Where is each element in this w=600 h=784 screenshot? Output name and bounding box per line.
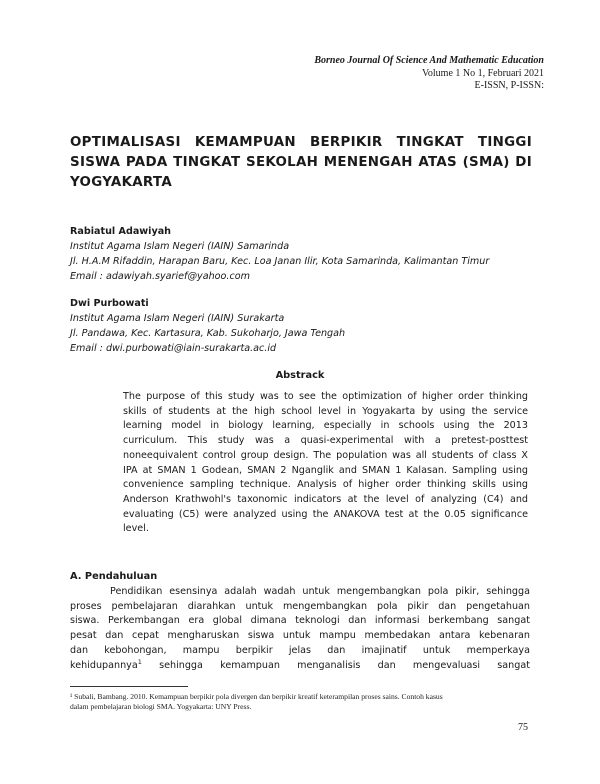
body-line: dan kebohongan, mampu berpikir jelas dan imajinatif untuk memperkaya xyxy=(70,644,530,656)
body-line xyxy=(70,659,530,674)
abstract-line: Anderson Krathwohl's taxonomic indicators at the level of analyzing (C4) and xyxy=(123,493,528,505)
abstract-line: curriculum. This study was a quasi-experimental with a pretest-posttest xyxy=(123,435,528,447)
section-body xyxy=(70,585,530,673)
footnote-line: ¹ Subali, Bambang. 2010. Kemampuan berpikir pola divergen dan berpikir kreatif keterampilan proses sains. Contoh kasus xyxy=(70,692,443,701)
author-email: Email : dwi.purbowati@iain-surakarta.ac.id xyxy=(70,343,277,354)
title-line: SISWA PADA TINGKAT SEKOLAH MENENGAH ATAS (SMA) DI xyxy=(70,155,532,170)
abstract-line: convenience sampling technique. Analysis of higher order thinking skills using xyxy=(123,479,528,491)
abstract-heading: Abstrack xyxy=(275,370,325,381)
body-line-start: kehidupannya xyxy=(70,659,138,671)
footnote-divider xyxy=(70,686,188,687)
page-number: 75 xyxy=(518,722,528,733)
body-line: pesat dan cepat mengharuskan siswa untuk mampu membedakan antara kebenaran xyxy=(70,630,530,642)
author-email: Email : adawiyah.syarief@yahoo.com xyxy=(70,271,250,282)
journal-volume: Volume 1 No 1, Februari 2021 xyxy=(421,67,544,79)
footnote-line: dalam pembelajaran biologi SMA. Yogyakarta: UNY Press. xyxy=(70,702,252,711)
author-address: Jl. H.A.M Rifaddin, Harapan Baru, Kec. Loa Janan Ilir, Kota Samarinda, Kalimantan Timur xyxy=(70,256,490,267)
journal-name: Borneo Journal Of Science And Mathematic Education xyxy=(314,55,544,66)
author-name: Dwi Purbowati xyxy=(70,298,149,309)
body-line: Pendidikan esensinya adalah wadah untuk mengembangkan pola pikir, sehingga xyxy=(110,586,530,597)
body-line-end: sehingga kemampuan menganalisis dan mengevaluasi sangat xyxy=(159,659,530,671)
body-line: proses pembelajaran diarahkan untuk mengembangkan pola pikir dan pengetahuan xyxy=(70,600,530,612)
author-institution: Institut Agama Islam Negeri (IAIN) Surakarta xyxy=(70,313,285,324)
author-address: Jl. Pandawa, Kec. Kartasura, Kab. Sukoharjo, Jawa Tengah xyxy=(70,328,346,339)
abstract-line: The purpose of this study was to see the optimization of higher order thinking xyxy=(123,391,528,402)
abstract-line: noneequivalent control group design. The population was all students of class X xyxy=(123,449,528,461)
author-block xyxy=(70,224,489,284)
author-institution: Institut Agama Islam Negeri (IAIN) Samarinda xyxy=(70,241,290,252)
journal-issn: E-ISSN, P-ISSN: xyxy=(474,80,544,91)
title-line: YOGYAKARTA xyxy=(70,175,172,190)
abstract-line: skills of students at the high school level in Yogyakarta by using the service xyxy=(123,405,528,417)
abstract-text xyxy=(123,390,528,537)
abstract-line: IPA at SMAN 1 Godean, SMAN 2 Nganglik and SMAN 1 Kalasan. Sampling using xyxy=(123,464,528,476)
paper-title xyxy=(70,133,532,193)
section-heading: A. Pendahuluan xyxy=(70,571,158,582)
body-line: siswa. Perkembangan era global dimana teknologi dan informasi berkembang sangat xyxy=(70,615,530,627)
abstract-line: evaluating (C5) were analyzed using the ANAKOVA test at the 0.05 significance xyxy=(123,508,528,520)
author-block xyxy=(70,296,345,356)
footnote xyxy=(70,692,532,712)
author-name: Rabiatul Adawiyah xyxy=(70,226,172,237)
title-line: OPTIMALISASI KEMAMPUAN BERPIKIR TINGKAT TINGGI xyxy=(70,135,532,150)
abstract-line: level. xyxy=(123,523,149,535)
journal-header xyxy=(314,55,544,93)
footnote-ref[interactable]: 1 xyxy=(137,657,142,666)
abstract-line: learning model in biology learning, especially in schools using the 2013 xyxy=(123,420,528,432)
